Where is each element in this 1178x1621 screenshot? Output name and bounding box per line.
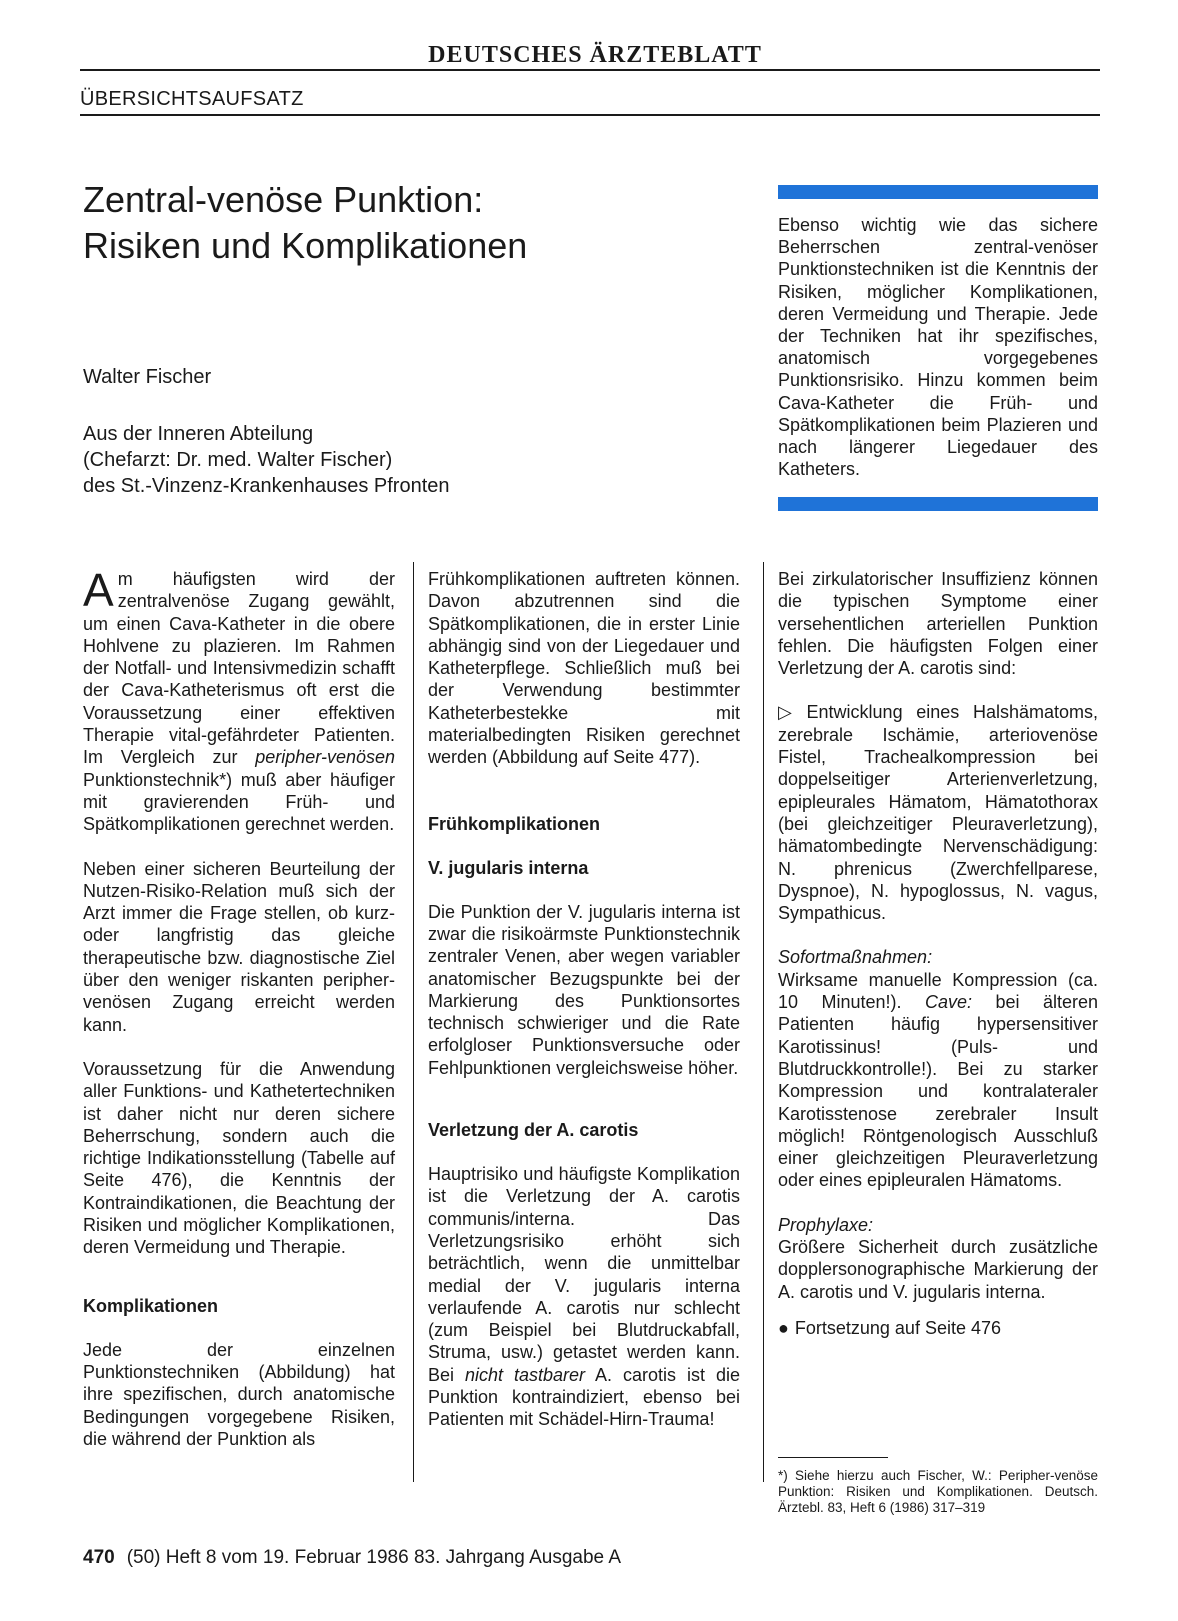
paragraph: Frühkomplikationen auftreten können. Davon abzutrennen sind die Spätkomplikationen, die in erster Linie abhängig sind von der Liegedauer und Katheterpflege. Schließlich muß bei der Verwendung bestimmter Katheterbestekke mit materialbedingten Risiken gerechnet werden (Abbildung auf Seite 477). bbox=[428, 569, 740, 768]
label-prophylaxe: Prophylaxe: bbox=[778, 1214, 874, 1235]
masthead: DEUTSCHES ÄRZTEBLATT bbox=[428, 42, 762, 68]
text: Hauptrisiko und häufigste Komplikation ist die Verletzung der A. carotis communis/interna. Das Verletzungsrisiko erhöht sich beträchtlich, wenn die unmittelbar medial der V. jugularis interna verlaufende A. carotis nur schlecht (zum Beispiel bei Blutdruckabfall, Struma, usw.) getastet werden kann. Bei bbox=[428, 1164, 740, 1385]
italic-text: Cave: bbox=[924, 992, 973, 1013]
footnote: *) Siehe hierzu auch Fischer, W.: Peripher-venöse Punktion: Risiken und Komplikationen. Deutsch. Ärztebl. 83, Heft 6 (1986) 317–319 bbox=[778, 1468, 1098, 1515]
footer-text: (50) Heft 8 vom 19. Februar 1986 83. Jahrgang Ausgabe A bbox=[126, 1547, 622, 1568]
header-rule-bottom bbox=[80, 114, 1100, 116]
text: Punktionstechnik*) muß aber häufiger mit gravierenden Früh- und Spätkomplikationen gerechnet werden. bbox=[83, 769, 395, 835]
abstract-bar-bottom bbox=[778, 497, 1098, 511]
text: A. carotis ist die Punktion kontraindiziert, ebenso bei Patienten mit Schädel-Hirn-Trauma! bbox=[428, 1364, 740, 1430]
paragraph bbox=[428, 1163, 740, 1431]
subsection-heading: V. jugularis interna bbox=[428, 857, 589, 878]
page-footer bbox=[83, 1547, 621, 1569]
paragraph: Bei zirkulatorischer Insuffizienz können die typischen Symptome einer versehentlichen arteriellen Punktion fehlen. Die häufigsten Folgen einer Verletzung der A. carotis sind: bbox=[778, 569, 1098, 679]
abstract-bar-top bbox=[778, 185, 1098, 199]
article-title bbox=[83, 177, 527, 269]
section-heading: Frühkomplikationen bbox=[428, 813, 601, 834]
author: Walter Fischer bbox=[83, 366, 212, 388]
paragraph: Voraussetzung für die Anwendung aller Funktions- und Kathetertechniken ist daher nicht nur deren sichere Beherrschung, sondern auch die richtige Indikationsstellung (Tabelle auf Seite 476), die Kenntnis der Kontraindikationen, die Beachtung der Risiken und möglicher Komplikationen, deren Vermeidung und Therapie. bbox=[83, 1058, 395, 1258]
text: m häufigsten wird der zentralvenöse Zugang gewählt, um einen Cava-Katheter in die obere Hohlvene zu plazieren. Im Rahmen der Notfall- und Intensivmedizin schafft der Cava-Katheterismus oft erst die Voraussetzung einer effektiven Therapie vital-gefährdeter Patienten. Im Vergleich zur bbox=[83, 569, 395, 768]
column-3 bbox=[778, 568, 1098, 1339]
continuation-note: ● Fortsetzung auf Seite 476 bbox=[778, 1317, 1098, 1339]
italic-text: peripher-venösen bbox=[255, 747, 395, 768]
italic-text: nicht tastbarer bbox=[465, 1364, 586, 1385]
title-line-1: Zentral-venöse Punktion: bbox=[83, 179, 484, 220]
drop-cap: A bbox=[83, 564, 114, 616]
section-label: ÜBERSICHTSAUFSATZ bbox=[80, 88, 304, 110]
paragraph bbox=[778, 969, 1098, 1192]
title-line-2: Risiken und Komplikationen bbox=[83, 225, 528, 266]
affiliation bbox=[83, 421, 450, 499]
text: Wirksame manuelle Kompression (ca. 10 Minuten!). bbox=[778, 969, 1098, 1013]
paragraph: Größere Sicherheit durch zusätzliche dopplersonographische Markierung der A. carotis und V. jugularis interna. bbox=[778, 1237, 1098, 1302]
page-number: 470 bbox=[83, 1547, 115, 1568]
paragraph: Die Punktion der V. jugularis interna ist zwar die risikoärmste Punktionstechnik zentraler Venen, aber wegen variabler anatomischer Bezugspunkte bei der Markierung des Punktionsortes technisch schwieriger und die Rate erfolgloser Punktionsversuche oder Fehlpunktionen vergleichsweise höher. bbox=[428, 901, 740, 1078]
section-heading: Komplikationen bbox=[83, 1295, 219, 1316]
label-sofortmassnahmen: Sofortmaßnahmen: bbox=[778, 947, 933, 968]
column-1 bbox=[83, 564, 395, 1450]
list-item: ▷ Entwicklung eines Halshämatoms, zerebrale Ischämie, arteriovenöse Fistel, Trachealkompression bei doppelseitiger Arterienverletzung, epipleurales Hämatom, Hämatothorax (bei gleichzeitiger Pleuraverletzung), hämatombedingte Nervenschädigung: N. phrenicus (Zwerchfellparese, Dyspnoe), N. hypoglossus, N. vagus, Sympathicus. bbox=[778, 701, 1098, 924]
paragraph: Jede der einzelnen Punktionstechniken (Abbildung) hat ihre spezifischen, durch anatomische Bedingungen vorgegebene Risiken, die während der Punktion als bbox=[83, 1339, 395, 1449]
affiliation-line: Aus der Inneren Abteilung bbox=[83, 423, 314, 445]
column-divider bbox=[763, 562, 764, 1482]
header-rule-top bbox=[80, 69, 1100, 71]
subsection-heading: Verletzung der A. carotis bbox=[428, 1120, 639, 1141]
column-2 bbox=[428, 568, 740, 1431]
text: bei älteren Patienten häufig hypersensitiver Karotissinus! (Puls- und Blutdruckkontrolle!). Bei zu starker Kompression und kontralateraler Karotisstenose zerebraler Insult möglich! Röntgenologisch Ausschluß einer gleichzeitigen Pleuraverletzung oder eines epipleuralen Hämatoms. bbox=[778, 992, 1098, 1191]
affiliation-line: des St.-Vinzenz-Krankenhauses Pfronten bbox=[83, 475, 450, 497]
affiliation-line: (Chefarzt: Dr. med. Walter Fischer) bbox=[83, 449, 393, 471]
footnote-rule bbox=[778, 1457, 888, 1458]
abstract: Ebenso wichtig wie das sichere Beherrschen zentral-venöser Punktionstechniken ist die Kenntnis der Risiken, möglicher Komplikationen, deren Vermeidung und Therapie. Jede der Techniken hat ihr spezifisches, anatomisch vorgegebenes Punktionsrisiko. Hinzu kommen beim Cava-Katheter die Früh- und Spätkomplikationen beim Plazieren und nach längerer Liegedauer des Katheters. bbox=[778, 215, 1098, 480]
column-divider bbox=[413, 562, 414, 1482]
paragraph: Neben einer sicheren Beurteilung der Nutzen-Risiko-Relation muß sich der Arzt immer die Frage stellen, ob kurz- oder langfristig das gleiche therapeutische bzw. diagnostische Ziel über den weniger riskanten peripher-venösen Zugang erreicht werden kann. bbox=[83, 858, 395, 1035]
paragraph bbox=[83, 564, 395, 836]
